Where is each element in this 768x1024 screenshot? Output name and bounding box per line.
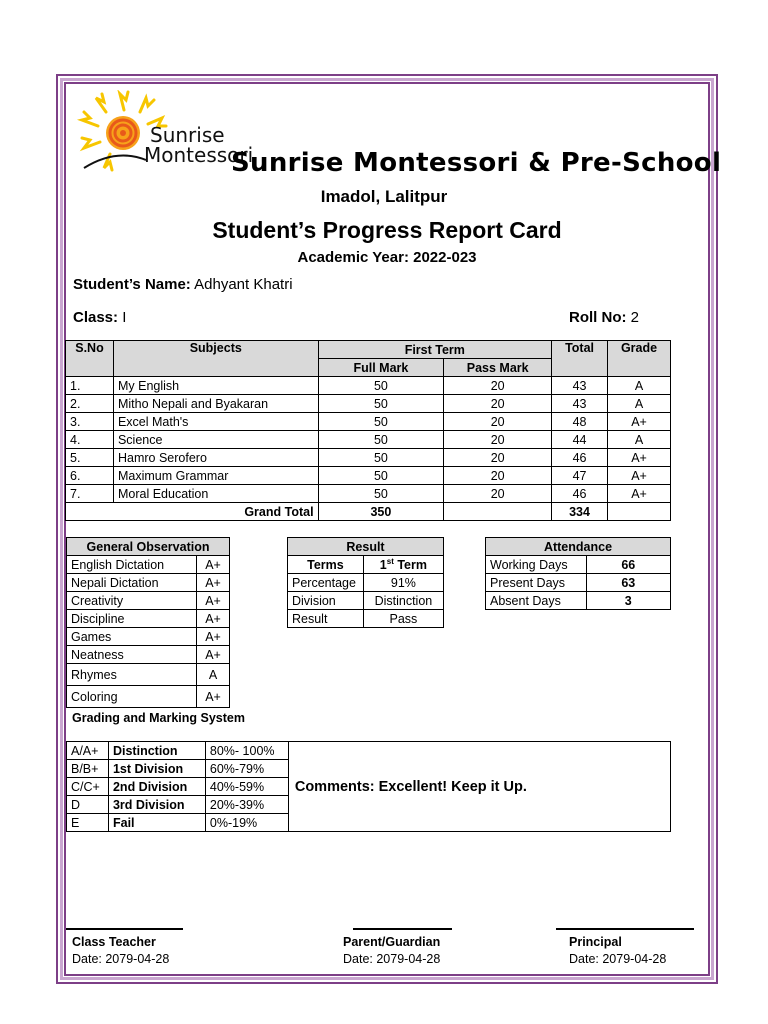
- attendance-value: 63: [586, 574, 670, 592]
- observation-item: Games: [67, 628, 197, 646]
- observation-grade: A+: [197, 686, 230, 708]
- term-value: 1st Term: [363, 556, 443, 574]
- total-mark: 46: [552, 485, 608, 503]
- observation-row: [67, 628, 230, 646]
- full-mark: 50: [318, 431, 444, 449]
- observation-grade: A+: [197, 592, 230, 610]
- pass-mark: 20: [444, 467, 552, 485]
- observation-grade: A+: [197, 556, 230, 574]
- academic-year: Academic Year: 2022-023: [297, 249, 477, 266]
- marks-table: [65, 340, 671, 521]
- col-grade-header: Grade: [608, 341, 671, 377]
- grading-title: Grading and Marking System: [72, 711, 245, 725]
- marks-row: [66, 485, 671, 503]
- col-full-mark-header: Full Mark: [318, 359, 444, 377]
- serial-number: 4.: [66, 431, 114, 449]
- pass-mark: 20: [444, 377, 552, 395]
- marks-row: [66, 413, 671, 431]
- full-mark: 50: [318, 467, 444, 485]
- observation-title: General Observation: [67, 538, 230, 556]
- pass-mark: 20: [444, 485, 552, 503]
- observation-table: [66, 537, 230, 708]
- total-mark: 46: [552, 449, 608, 467]
- signature-role: Principal: [569, 935, 622, 949]
- signature-line-parent: [353, 928, 452, 930]
- signature-line-principal: [556, 928, 694, 930]
- marks-row: [66, 467, 671, 485]
- subject-grade: A: [608, 431, 671, 449]
- subject-grade: A+: [608, 449, 671, 467]
- attendance-label: Working Days: [486, 556, 587, 574]
- signature-block-teacher: [72, 934, 169, 968]
- signature-block-principal: [569, 934, 666, 968]
- grade-division: 3rd Division: [108, 796, 205, 814]
- serial-number: 3.: [66, 413, 114, 431]
- grade-division: Fail: [108, 814, 205, 832]
- grand-total-obtained: 334: [552, 503, 608, 521]
- report-title: Student’s Progress Report Card: [212, 217, 562, 243]
- school-logo: [76, 90, 254, 176]
- class-row: [73, 309, 126, 326]
- subject-grade: A+: [608, 413, 671, 431]
- grade-division: 1st Division: [108, 760, 205, 778]
- observation-item: Rhymes: [67, 664, 197, 686]
- col-sno-header: S.No: [66, 341, 114, 377]
- grade-range: 40%-59%: [205, 778, 288, 796]
- subject-name: Hamro Serofero: [113, 449, 318, 467]
- observation-row: [67, 686, 230, 708]
- full-mark: 50: [318, 449, 444, 467]
- observation-item: Creativity: [67, 592, 197, 610]
- observation-grade: A+: [197, 628, 230, 646]
- full-mark: 50: [318, 377, 444, 395]
- signature-role: Class Teacher: [72, 935, 156, 949]
- marks-row: [66, 449, 671, 467]
- attendance-table: [485, 537, 671, 610]
- observation-grade: A+: [197, 574, 230, 592]
- subject-grade: A+: [608, 467, 671, 485]
- student-name: Adhyant Khatri: [194, 276, 293, 293]
- observation-row: [67, 610, 230, 628]
- roll-label: Roll No:: [569, 309, 627, 326]
- logo-text-sunrise: Sunrise: [150, 123, 225, 147]
- total-mark: 47: [552, 467, 608, 485]
- school-name: Sunrise Montessori & Pre-School: [231, 148, 722, 178]
- col-total-header: Total: [552, 341, 608, 377]
- total-mark: 43: [552, 395, 608, 413]
- result-title: Result: [288, 538, 444, 556]
- grade-letter: C/C+: [67, 778, 109, 796]
- pass-mark: 20: [444, 413, 552, 431]
- signature-date: Date: 2079-04-28: [72, 952, 170, 966]
- school-address: Imadol, Lalitpur: [320, 187, 448, 206]
- attendance-value: 3: [586, 592, 670, 610]
- observation-grade: A: [197, 664, 230, 686]
- grand-full-mark: 350: [318, 503, 444, 521]
- observation-item: Coloring: [67, 686, 197, 708]
- observation-row: [67, 664, 230, 686]
- grade-division: Distinction: [108, 742, 205, 760]
- subject-name: Maximum Grammar: [113, 467, 318, 485]
- class-label: Class:: [73, 309, 119, 326]
- attendance-title: Attendance: [486, 538, 671, 556]
- class-value: I: [122, 309, 127, 326]
- result-value: Pass: [363, 610, 443, 628]
- full-mark: 50: [318, 413, 444, 431]
- grade-letter: D: [67, 796, 109, 814]
- observation-item: Nepali Dictation: [67, 574, 197, 592]
- serial-number: 2.: [66, 395, 114, 413]
- observation-row: [67, 574, 230, 592]
- serial-number: 5.: [66, 449, 114, 467]
- subject-grade: A+: [608, 485, 671, 503]
- grade-letter: E: [67, 814, 109, 832]
- full-mark: 50: [318, 485, 444, 503]
- observation-item: English Dictation: [67, 556, 197, 574]
- attendance-label: Present Days: [486, 574, 587, 592]
- marks-row: [66, 395, 671, 413]
- roll-value: 2: [630, 309, 640, 326]
- grand-total-label: Grand Total: [113, 503, 318, 521]
- result-value: 91%: [363, 574, 443, 592]
- grade-letter: A/A+: [67, 742, 109, 760]
- result-terms-row: [288, 556, 444, 574]
- student-name-label: Student’s Name:: [73, 276, 191, 293]
- col-subjects-header: Subjects: [113, 341, 318, 377]
- result-label: Result: [288, 610, 364, 628]
- pass-mark: 20: [444, 449, 552, 467]
- pass-mark: 20: [444, 395, 552, 413]
- marks-row: [66, 431, 671, 449]
- terms-label: Terms: [288, 556, 364, 574]
- attendance-row: [486, 592, 671, 610]
- result-row: [288, 574, 444, 592]
- observation-item: Neatness: [67, 646, 197, 664]
- subject-name: Mitho Nepali and Byakaran: [113, 395, 318, 413]
- result-value: Distinction: [363, 592, 443, 610]
- signature-date: Date: 2079-04-28: [343, 952, 441, 966]
- signature-line-teacher: [66, 928, 183, 930]
- total-mark: 44: [552, 431, 608, 449]
- observation-row: [67, 592, 230, 610]
- result-table: [287, 537, 444, 628]
- grade-range: 20%-39%: [205, 796, 288, 814]
- result-label: Percentage: [288, 574, 364, 592]
- observation-grade: A+: [197, 610, 230, 628]
- col-pass-mark-header: Pass Mark: [444, 359, 552, 377]
- grand-total-row: [66, 503, 671, 521]
- signature-role: Parent/Guardian: [343, 935, 441, 949]
- attendance-row: [486, 574, 671, 592]
- attendance-value: 66: [586, 556, 670, 574]
- grade-range: 80%- 100%: [205, 742, 288, 760]
- grade-range: 0%-19%: [205, 814, 288, 832]
- marks-header-row: [66, 341, 671, 359]
- col-term-header: First Term: [318, 341, 552, 359]
- grade-range: 60%-79%: [205, 760, 288, 778]
- subject-grade: A: [608, 377, 671, 395]
- observation-item: Discipline: [67, 610, 197, 628]
- subject-name: My English: [113, 377, 318, 395]
- observation-row: [67, 646, 230, 664]
- serial-number: 6.: [66, 467, 114, 485]
- grade-letter: B/B+: [67, 760, 109, 778]
- serial-number: 1.: [66, 377, 114, 395]
- observation-grade: A+: [197, 646, 230, 664]
- total-mark: 43: [552, 377, 608, 395]
- subject-name: Moral Education: [113, 485, 318, 503]
- subject-name: Science: [113, 431, 318, 449]
- roll-row: [569, 309, 639, 326]
- logo-text-montessori: Montessori: [144, 143, 254, 167]
- grade-division: 2nd Division: [108, 778, 205, 796]
- subject-name: Excel Math's: [113, 413, 318, 431]
- comments: Comments: Excellent! Keep it Up.: [288, 742, 670, 832]
- subject-grade: A: [608, 395, 671, 413]
- result-row: [288, 592, 444, 610]
- attendance-row: [486, 556, 671, 574]
- pass-mark: 20: [444, 431, 552, 449]
- signature-date: Date: 2079-04-28: [569, 952, 667, 966]
- grading-row: [67, 742, 671, 760]
- full-mark: 50: [318, 395, 444, 413]
- total-mark: 48: [552, 413, 608, 431]
- attendance-label: Absent Days: [486, 592, 587, 610]
- student-name-row: [73, 276, 293, 293]
- marks-row: [66, 377, 671, 395]
- signature-block-parent: [343, 934, 440, 968]
- serial-number: 7.: [66, 485, 114, 503]
- result-row: [288, 610, 444, 628]
- result-label: Division: [288, 592, 364, 610]
- grading-table: [66, 741, 671, 832]
- observation-row: [67, 556, 230, 574]
